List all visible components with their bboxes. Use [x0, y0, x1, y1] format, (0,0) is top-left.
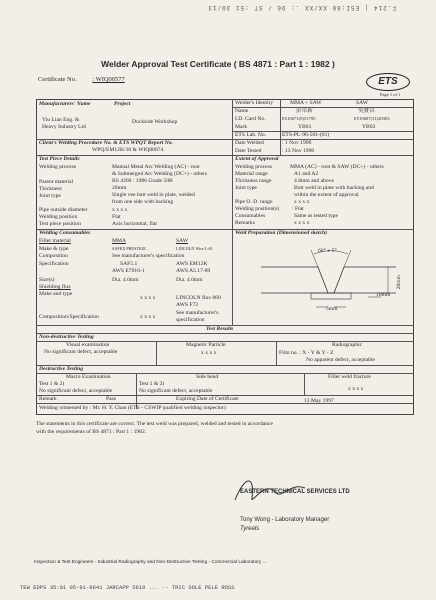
extent-value: within the extent of approval: [294, 192, 359, 198]
consumables-v2: AWS EM12K: [176, 261, 208, 267]
test-piece-value: 20mm: [112, 185, 127, 191]
extent-value: MMA (AC) - root & SAW (DC+) - others: [290, 164, 384, 170]
extent-header: Extent of Approval: [235, 156, 279, 162]
test-piece-header: Test Piece Details: [39, 156, 80, 162]
macro-result: No significant defect, acceptable: [39, 388, 113, 394]
remark-label: Remark: [39, 396, 57, 402]
identity-row-v2: 吳寶昌: [358, 108, 375, 114]
consumables-v1: AWS E7016-1: [112, 268, 145, 274]
project-value: Dockside Workshop: [132, 119, 178, 125]
remark-value: Pass: [106, 396, 116, 402]
consumables-v2: SAW: [176, 238, 188, 244]
side-bend-label: Side bend: [196, 374, 219, 380]
consumables-header: Welding Consumables: [39, 230, 91, 236]
certificate-table: [36, 99, 414, 415]
consumables-v1: x x x x: [140, 295, 156, 301]
identity-row-label: Name: [235, 108, 249, 114]
prep-thickness: 20mm: [396, 275, 402, 290]
identity-row-label: Date Welded: [235, 140, 264, 146]
extent-label: Remarks: [235, 220, 255, 226]
witness-line: Welding witnessed by : Mr. H. Y. Chan (ETS - CSWIP qualified welding inspector): [39, 405, 226, 411]
identity-row-v1: : 1 Nov 1996: [282, 140, 312, 146]
footer-line: Inspection & Test Engineers - Industrial Radiography and Non-Destructive Testing - Commercial Laboratory ...: [34, 560, 267, 565]
identity-row-label: Mark: [235, 124, 248, 130]
consumables-label: Composition: [39, 253, 68, 259]
signature-text: Tyreals: [240, 526, 260, 532]
page-indicator: Page 1 of 1: [380, 92, 401, 97]
test-piece-value: Axis horizontal, flat: [112, 221, 157, 227]
identity-row-v1: MMA + SAW: [290, 100, 322, 106]
ndt-label: Non-destructive Testing: [39, 334, 94, 340]
test-piece-label: Test piece position: [39, 221, 81, 227]
client-label: Client's Welding Procedure No. & ETS WPQT Report No.: [39, 140, 173, 146]
prep-width: 10mm: [376, 292, 391, 298]
mp-label: Magnetic Particle: [186, 342, 226, 348]
identity-row-v1: ETS-PL-96-501-(01): [282, 132, 330, 138]
side-bend-test: Test 1 & 2): [139, 381, 165, 387]
test-piece-value: Flat: [112, 214, 121, 220]
consumables-v2: LINCOLN Wire L-61: [176, 246, 213, 251]
extent-value: x x x x: [294, 220, 310, 226]
extent-label: Consumables: [235, 213, 266, 219]
page-title: Welder Approval Test Certificate ( BS 4871 : Part 1 : 1982 ): [101, 59, 335, 69]
consumables-v2: Dia. 4.0mm: [176, 277, 203, 283]
identity-row-v1: 彭卓新: [296, 108, 313, 114]
consumables-v2: AWS F72: [176, 302, 199, 308]
test-piece-label: Pipe outside diameter: [39, 207, 88, 213]
consumables-v1: SAF5.1: [120, 261, 138, 267]
identity-row-label: Welder's Identity: [235, 100, 273, 106]
fillet-label: Fillet weld fracture: [328, 374, 371, 380]
expiry-label: Expiring Date of Certificate: [176, 396, 239, 402]
extent-value: Butt weld in plate with backing and: [294, 185, 374, 191]
manufacturer-name-2: Heavy Industry Ltd: [42, 124, 86, 130]
identity-row-label: Date Tested: [235, 148, 262, 154]
extent-value: 4.8mm and above: [294, 178, 334, 184]
test-piece-value: BS 4360 : 1986 Grade 50B: [112, 178, 173, 184]
extent-label: Welding position(s): [235, 206, 280, 212]
macro-label: Macro Examination: [66, 374, 111, 380]
macro-test: Test 1 & 2): [39, 381, 65, 387]
consumables-label: Composition/Specification: [39, 314, 99, 320]
consumables-label: Specification: [39, 261, 69, 267]
statement-line-1: The statements in this certificate are correct. The test weld was prepared, welded and tested in accordance: [36, 421, 273, 427]
identity-row-v2: YB02: [362, 124, 376, 130]
prep-angle: 60° ± 5°: [318, 248, 337, 254]
consumables-v2: AWS A5.17-89: [176, 268, 211, 274]
test-piece-value: from one side with backing: [112, 199, 174, 205]
test-piece-label: Thickness: [39, 186, 62, 192]
test-piece-label: Welding process: [39, 164, 76, 170]
manufacturer-name-1: Yiu Lian Eng. &: [42, 117, 80, 123]
identity-row-v1: E510671(0)51795: [282, 116, 316, 121]
signatory: Tony Wong - Laboratory Manager: [240, 517, 330, 523]
visual-result: No significant defect, acceptable: [44, 349, 118, 355]
statement-line-2: with the requirements of BS 4871 : Part 1 : 1982.: [36, 429, 147, 435]
mp-result: x x x x: [201, 350, 217, 356]
consumables-v1: See manufacturer's specification: [112, 253, 185, 259]
extent-value: : Flat: [292, 206, 304, 212]
consumables-v1: x x x x: [140, 314, 156, 320]
prep-header: Weld Preparation (Dimensioned sketch): [235, 230, 328, 236]
consumables-label: Make & type: [39, 246, 69, 252]
identity-row-v2: E510687(11)20303: [354, 116, 390, 121]
test-piece-value: x x x x: [112, 207, 128, 213]
consumables-v2: LINCOLN flux 860: [176, 295, 221, 301]
fax-header: F.214 | ESI:80 XX/XX .: 96 / ST :51 30/13: [207, 4, 396, 11]
prep-gap: 5mm: [326, 306, 338, 312]
consumables-label: Filler material: [39, 238, 71, 244]
extent-label: Material range: [235, 171, 268, 177]
extent-value: Same as tested type: [294, 213, 338, 219]
extent-value: A1 and A2: [294, 171, 319, 177]
extent-label: Joint type: [235, 185, 257, 191]
identity-row-label: I.D. Card No.: [235, 116, 266, 122]
identity-row-label: ETS Lab. No.: [235, 132, 267, 138]
test-piece-value: & Submerged Arc Welding (DC+) - others: [112, 171, 208, 177]
company-name: EASTERN TECHNICAL SERVICES LTD: [240, 489, 350, 495]
test-piece-value: Manual Metal Arc Welding (AC) - root: [112, 164, 200, 170]
extent-value: x x x x: [294, 199, 310, 205]
certificate-number: [38, 76, 125, 83]
ets-logo: ETS: [366, 73, 410, 91]
radio-result: No apparent defect, acceptable: [306, 357, 375, 363]
extent-label: Thickness range: [235, 178, 272, 184]
radio-film: Film no. : X - Y & Y - Z: [279, 350, 334, 356]
visual-label: Visual examination: [66, 342, 110, 348]
test-piece-value: Single vee butt weld in plate, welded: [112, 192, 195, 198]
expiry-value: 13 May 1997: [304, 398, 334, 404]
identity-row-v2: SAW: [356, 100, 368, 106]
test-piece-label: Parent material: [39, 179, 74, 185]
client-value: WPQ/EM12K/10 & WIQ00874: [92, 147, 164, 153]
fillet-result: x x x x: [348, 386, 364, 392]
identity-row-v1: YB01: [298, 124, 312, 130]
extent-label: Welding process: [235, 164, 272, 170]
results-header: Test Results: [206, 326, 234, 332]
consumables-label: Make and type: [39, 291, 73, 297]
consumables-v1: MMA: [112, 238, 126, 244]
certificate-label: Certificate No.: [38, 76, 77, 83]
consumables-label: Shielding flux: [39, 284, 71, 290]
consumables-label: Size(s): [39, 277, 55, 283]
side-bend-result: No significant defect, acceptable: [139, 388, 213, 394]
certificate-value: : WIQ00577: [92, 76, 125, 83]
extent-label: Pipe O. D. range: [235, 199, 273, 205]
consumables-v2: See manufacturer's: [176, 310, 219, 316]
radio-label: Radiographic: [332, 342, 363, 348]
identity-row-v1: : 13 Nov 1996: [282, 148, 315, 154]
consumables-v1: Dia. 4.0mm: [112, 277, 139, 283]
test-piece-label: Welding position: [39, 214, 78, 220]
consumables-v1: SAFEX PRESTIGE: [112, 246, 146, 251]
test-piece-label: Joint type: [39, 193, 61, 199]
fax-footer: TEW EDPS 35:01 05-91-9641 JARCAPP 5610 ... -- TRIC SOLE PELE ROSS: [20, 584, 235, 591]
project-label: Project: [114, 101, 131, 107]
destructive-label: Destructive Testing: [39, 366, 84, 372]
consumables-v2: specification: [176, 317, 205, 323]
manufacturer-label: Manufacturers' Name: [39, 101, 91, 107]
